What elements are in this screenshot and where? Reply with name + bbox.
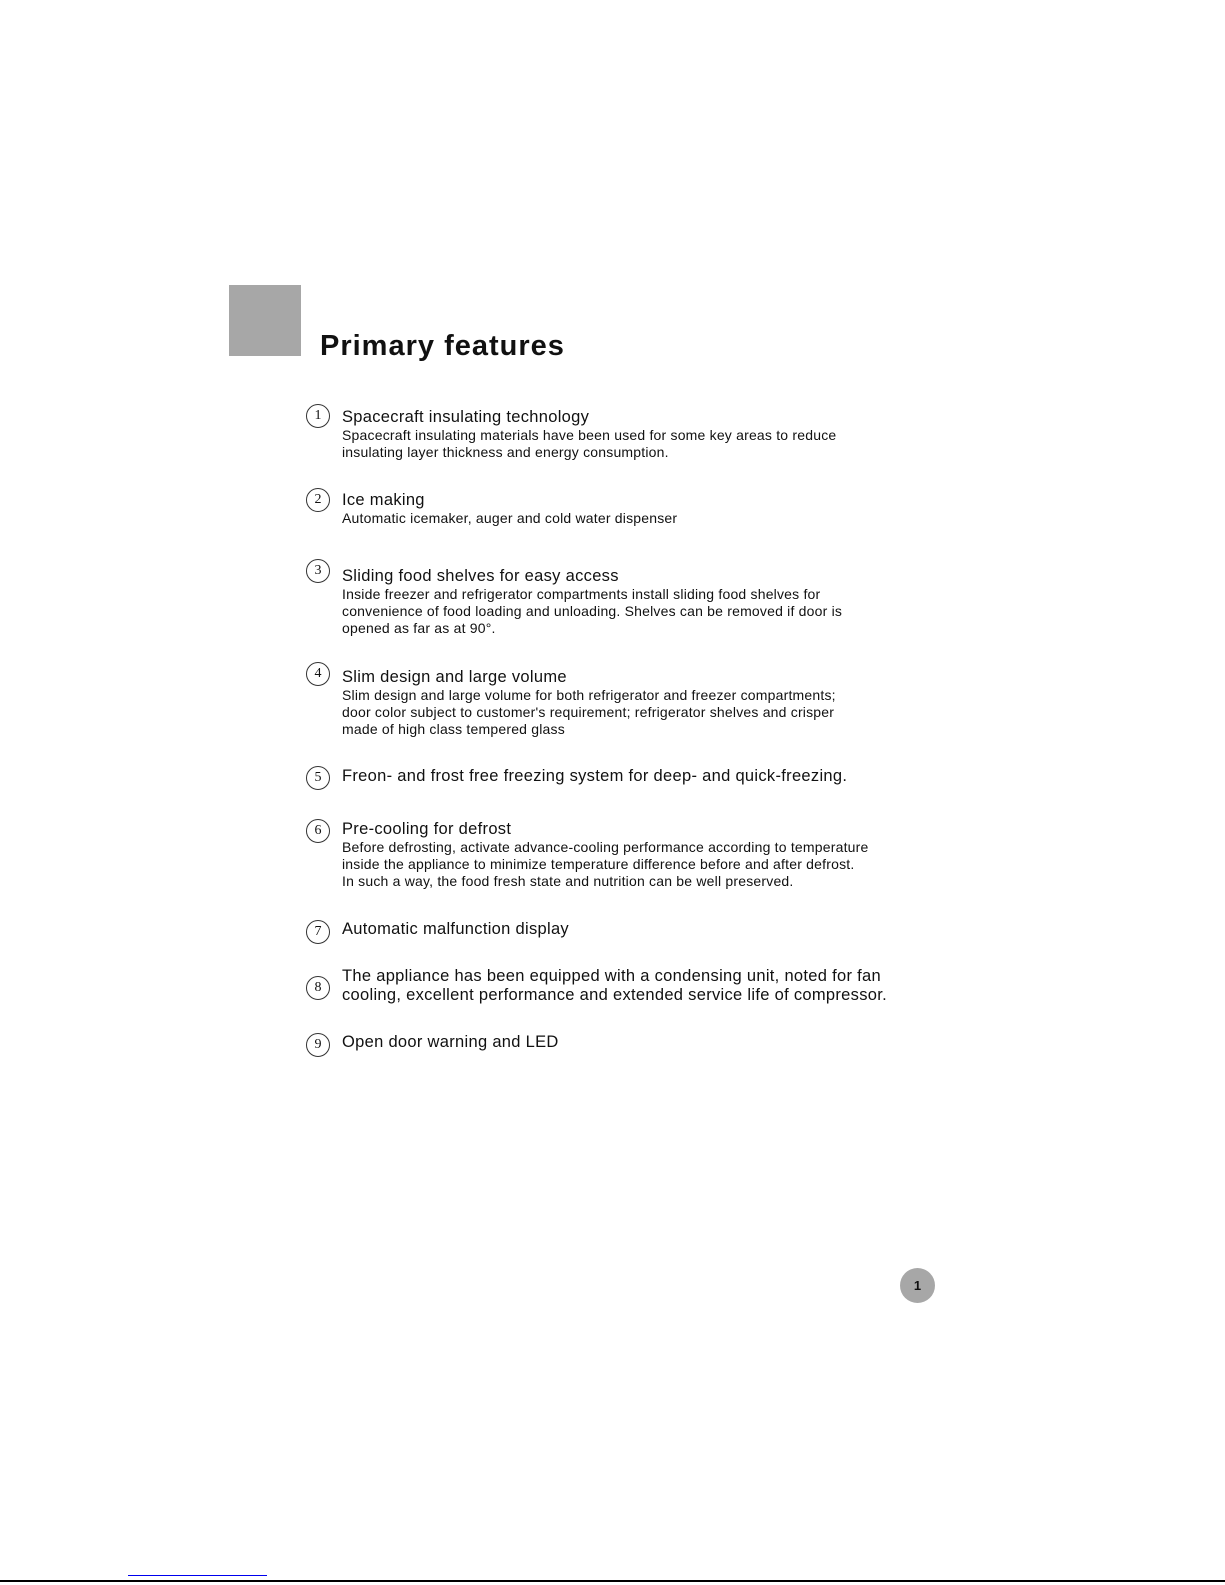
item-number: 3 [306, 559, 330, 583]
link-underline[interactable] [128, 1575, 267, 1576]
item-title: Ice making [342, 491, 425, 509]
item-body: The appliance has been equipped with a condensing unit, noted for fan cooling, excellent performance and extended service life of compressor. [342, 967, 887, 1004]
item-title: Automatic malfunction display [342, 920, 569, 938]
section-marker-block [229, 285, 301, 356]
item-title: Sliding food shelves for easy access [342, 567, 619, 585]
page-number-badge: 1 [900, 1268, 935, 1303]
item-number: 5 [306, 766, 330, 790]
item-title: Open door warning and LED [342, 1033, 559, 1051]
item-number: 4 [306, 662, 330, 686]
item-body: Inside freezer and refrigerator compartments install sliding food shelves for convenience of food loading and unloading. Shelves can be removed if door is opened as far as at 90°. [342, 586, 843, 636]
item-number: 8 [306, 976, 330, 1000]
item-number: 9 [306, 1033, 330, 1057]
item-number: 6 [306, 819, 330, 843]
page-border [0, 1580, 1225, 1582]
item-body: Automatic icemaker, auger and cold water dispenser [342, 510, 678, 526]
item-title: Pre-cooling for defrost [342, 820, 512, 838]
item-body: Slim design and large volume for both refrigerator and freezer compartments; door color subject to customer's requirement; refrigerator shelves and crisper made of high class tempered glass [342, 687, 836, 737]
page-title: Primary features [320, 330, 565, 362]
item-title: Slim design and large volume [342, 668, 567, 686]
item-body: Spacecraft insulating materials have been used for some key areas to reduce insulating layer thickness and energy consumption. [342, 427, 837, 460]
item-title: Spacecraft insulating technology [342, 408, 590, 426]
item-title: Freon- and frost free freezing system for deep- and quick-freezing. [342, 767, 848, 785]
item-number: 1 [306, 404, 330, 428]
item-body: Before defrosting, activate advance-cooling performance according to temperature inside the appliance to minimize temperature difference before and after defrost. In such a way, the food fresh state and nutrition can be well preserved. [342, 839, 869, 889]
item-number: 7 [306, 920, 330, 944]
item-number: 2 [306, 488, 330, 512]
